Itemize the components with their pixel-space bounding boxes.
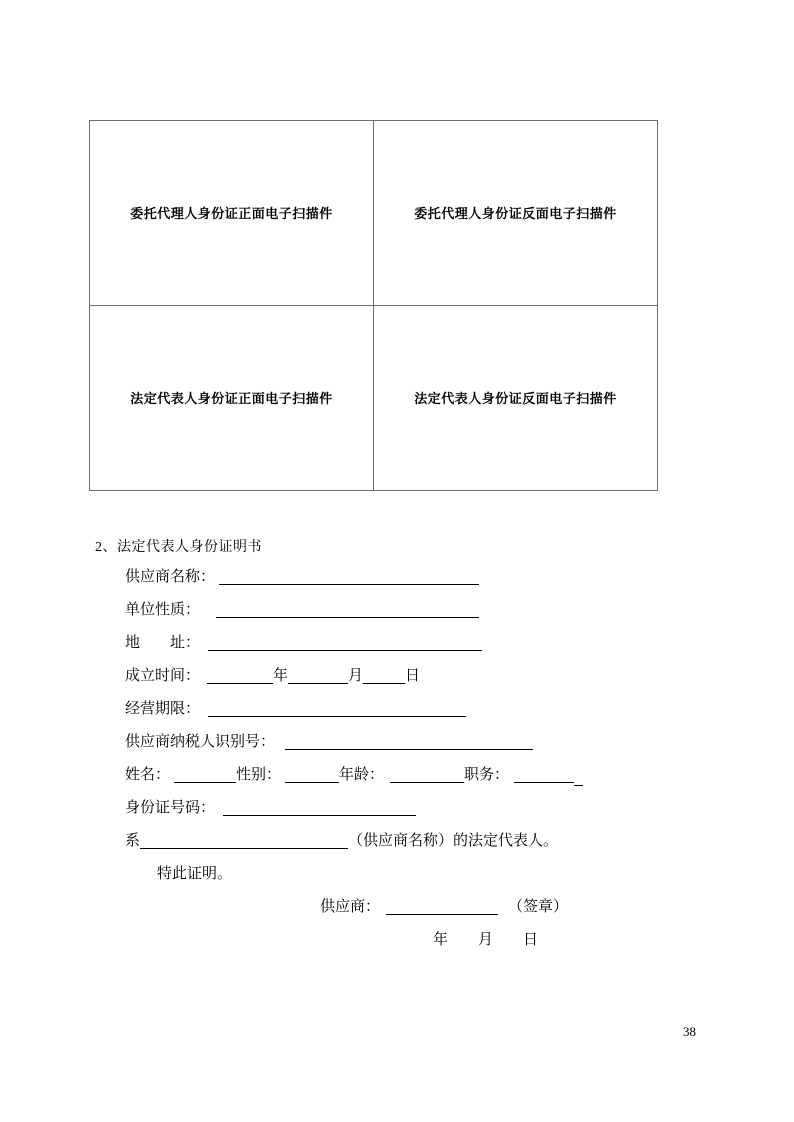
table-row [90,121,658,306]
form-row-personal-info [125,759,685,792]
page-number: 38 [683,1024,696,1039]
form-row-address [125,627,685,660]
scan-cell-agent-id-front [90,121,374,306]
date-line: 年 月 日 [433,932,539,948]
tax-id-label: 供应商纳税人识别号： [125,734,276,750]
form-row-supplier-name [125,561,685,594]
attestation-text: 特此证明。 [157,866,233,882]
form-row-signature [125,891,685,924]
name-label: 姓名： [125,767,171,783]
business-term-blank [208,716,466,717]
form-row-founding-date [125,660,685,693]
form-row-attestation [125,858,685,891]
month-suffix: 月 [348,668,364,684]
founding-date-label: 成立时间： [125,668,201,684]
age-label: 年龄： [339,767,385,783]
tax-id-blank [285,749,533,750]
table-row [90,306,658,491]
id-scan-table [89,120,658,491]
relation-prefix: 系 [125,833,141,849]
form-row-business-term [125,693,685,726]
relation-supplier-blank [140,848,348,849]
form-row-tax-id [125,726,685,759]
signature-label: 供应商： [320,899,381,915]
id-number-label: 身份证号码： [125,800,216,816]
supplier-name-label: 供应商名称： [125,569,216,585]
form-row-unit-type [125,594,685,627]
year-suffix: 年 [273,668,289,684]
gender-label: 性别： [236,767,282,783]
unit-type-blank [216,617,479,618]
scan-cell-label: 委托代理人身份证反面电子扫描件 [414,206,617,221]
scan-cell-legal-rep-id-back [374,306,658,491]
unit-type-label: 单位性质： [125,602,201,618]
seal-label: （签章） [508,899,569,915]
scan-cell-label: 委托代理人身份证正面电子扫描件 [130,206,333,221]
name-blank [174,782,236,783]
address-label: 地 址： [125,635,201,651]
section-heading: 2、法定代表人身份证明书 [95,540,262,555]
position-blank [514,782,574,783]
form-row-date [125,924,685,957]
gender-blank [285,782,339,783]
founding-day-blank [363,683,405,684]
founding-year-blank [207,683,273,684]
signature-blank [386,914,498,915]
scan-cell-label: 法定代表人身份证正面电子扫描件 [130,391,333,406]
address-blank [208,650,482,651]
scan-cell-legal-rep-id-front [90,306,374,491]
position-label: 职务： [464,767,510,783]
id-number-blank [223,815,416,816]
business-term-label: 经营期限： [125,701,201,717]
scan-cell-agent-id-back [374,121,658,306]
founding-month-blank [288,683,348,684]
trailing-underscore [574,785,583,786]
supplier-name-blank [219,584,479,585]
form-row-id-number [125,792,685,825]
day-suffix: 日 [405,668,421,684]
scan-cell-label: 法定代表人身份证反面电子扫描件 [414,391,617,406]
form-row-relation [125,825,685,858]
certificate-form [125,561,685,957]
relation-suffix: （供应商名称）的法定代表人。 [348,833,559,849]
age-blank [390,782,464,783]
